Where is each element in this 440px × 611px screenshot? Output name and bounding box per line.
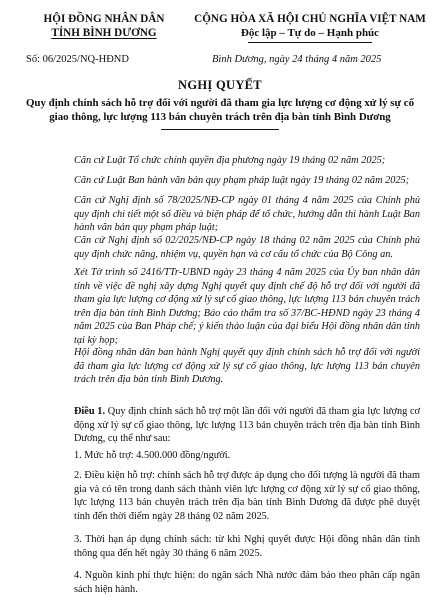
article-1-item: 4. Nguồn kinh phí thực hiện: do ngân sách Nhà nước đảm bảo theo phân cấp ngân sách hiện hành. (74, 570, 420, 595)
article-1-item: 3. Thời hạn áp dụng chính sách: từ khi Nghị quyết được Hội đồng nhân dân tỉnh thông qua đến hết ngày 30 tháng 6 năm 2025. (74, 534, 420, 559)
preamble-item: Hội đồng nhân dân ban hành Nghị quyết quy định chính sách hỗ trợ đối với người đã tham gia lực lượng cơ động xử lý sự cố giao thông, lực lượng 113 bán chuyên trách trên địa bàn tỉnh Bình Dương. (74, 347, 420, 386)
issue-date: Bình Dương, ngày 24 tháng 4 năm 2025 (212, 54, 382, 65)
preamble-item: Căn cứ Luật Ban hành văn bản quy phạm pháp luật ngày 19 tháng 02 năm 2025; (74, 175, 410, 186)
article-1-heading: Điều 1. (74, 406, 106, 417)
article-1-intro: Quy định chính sách hỗ trợ một lần đối với người đã tham gia lực lượng cơ động xử lý sự cố giao thông, lực lượng 113 bán chuyên trách trên địa bàn tỉnh Bình Dương, cụ thể như sau: (74, 406, 420, 445)
issuing-authority-line2: TỈNH BÌNH DƯƠNG (51, 27, 157, 39)
preamble-item: Căn cứ Nghị định số 02/2025/NĐ-CP ngày 18 tháng 02 năm 2025 của Chính phủ quy định chức năng, nhiệm vụ, quyền hạn và cơ cấu tổ chức của Bộ Công an. (74, 235, 420, 260)
title-divider (161, 129, 279, 130)
document-number: Số: 06/2025/NQ-HĐND (26, 54, 129, 65)
issuing-authority-line1: HỘI ĐỒNG NHÂN DÂN (43, 13, 165, 25)
document-subtitle: Quy định chính sách hỗ trợ đối với người đã tham gia lực lượng cơ động xử lý sự cố giao thông, lực lượng 113 bán chuyên trách trên địa bàn tỉnh Bình Dương (25, 97, 415, 123)
national-header (192, 12, 428, 43)
article-1-item: 1. Mức hỗ trợ: 4.500.000 đồng/người. (74, 450, 231, 461)
issuing-authority (16, 12, 192, 40)
article-1 (52, 405, 420, 446)
preamble-item: Căn cứ Nghị định số 78/2025/NĐ-CP ngày 01 tháng 4 năm 2025 của Chính phủ quy định chi tiết một số điều và biện pháp để tổ chức, hướng dẫn thi hành Luật Ban hành văn bản quy phạm pháp luật; (74, 195, 420, 234)
national-motto: Độc lập – Tự do – Hạnh phúc (240, 27, 380, 39)
national-title: CỘNG HÒA XÃ HỘI CHỦ NGHĨA VIỆT NAM (194, 13, 426, 25)
article-1-item: 2. Điều kiện hỗ trợ: chính sách hỗ trợ được áp dụng cho đối tượng là người đã tham gia và có tên trong danh sách thành viên lực lượng cơ động xử lý sự cố giao thông, lực lượng 113 bán chuyên trách trên địa bàn tỉnh Bình Dương đã được phê duyệt tính đến thời điểm ngày 28 tháng 02 năm 2025. (74, 470, 420, 522)
preamble-item: Xét Tờ trình số 2416/TTr-UBND ngày 23 tháng 4 năm 2025 của Ủy ban nhân dân tỉnh về việc đề nghị xây dựng Nghị quyết quy định chế độ hỗ trợ đối với người đã tham gia lực lượng cơ động xử lý sự cố giao thông, lực lượng 113 bán chuyên trách trên địa bàn tỉnh Bình Dương; Báo cáo thẩm tra số 37/BC-HĐND ngày 23 tháng 4 năm 2025 của Ban Pháp chế; ý kiến thảo luận của đại biểu Hội đồng nhân dân tỉnh tại kỳ họp; (74, 267, 420, 346)
preamble-item: Căn cứ Luật Tổ chức chính quyền địa phương ngày 19 tháng 02 năm 2025; (74, 155, 386, 166)
motto-underline (248, 42, 372, 43)
document-title: NGHỊ QUYẾT (178, 78, 262, 92)
